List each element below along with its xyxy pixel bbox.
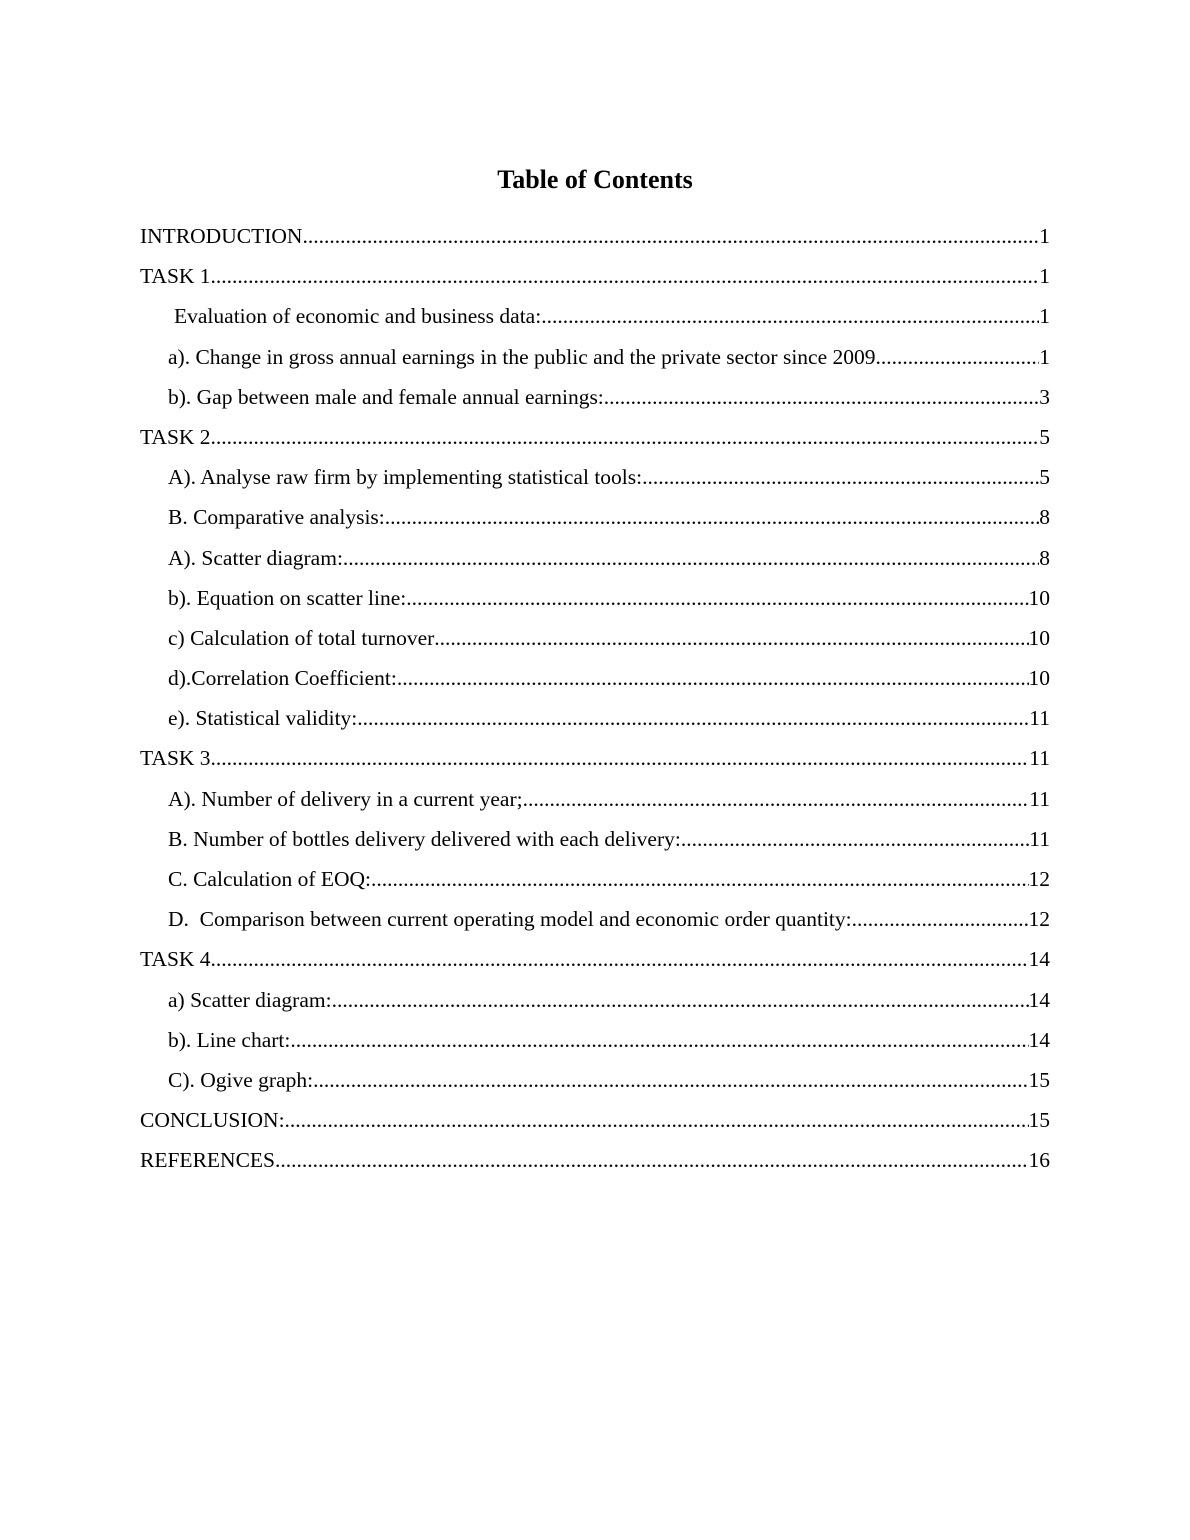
toc-dot-leader [541, 296, 1039, 336]
table-of-contents [140, 216, 1050, 1181]
toc-entry-bottles-delivered[interactable] [140, 819, 1050, 859]
toc-entry-label: A). Number of delivery in a current year; [168, 786, 523, 811]
toc-entry-label: A). Scatter diagram: [168, 545, 343, 570]
toc-dot-leader [397, 658, 1029, 698]
page-title: Table of Contents [497, 165, 693, 194]
toc-dot-leader [434, 618, 1028, 658]
toc-dot-leader [290, 1020, 1028, 1060]
toc-entry-label: REFERENCES [140, 1148, 275, 1173]
toc-page-number: 14 [1028, 947, 1050, 972]
toc-entry-earnings-gap[interactable] [140, 377, 1050, 417]
toc-entry-scatter-diagram[interactable] [140, 538, 1050, 578]
toc-entry-eoq-calculation[interactable] [140, 859, 1050, 899]
toc-dot-leader [285, 1100, 1029, 1140]
toc-entry-label: B. Comparative analysis: [168, 505, 385, 530]
toc-page-number: 5 [1039, 424, 1050, 449]
toc-dot-leader [371, 859, 1028, 899]
toc-entry-label: a). Change in gross annual earnings in the public and the private sector since 2009 [168, 344, 876, 369]
toc-entry-total-turnover[interactable] [140, 618, 1050, 658]
toc-page-number: 8 [1039, 505, 1050, 530]
toc-entry-task-3[interactable] [140, 738, 1050, 778]
toc-entry-label: b). Gap between male and female annual earnings: [168, 384, 604, 409]
toc-page-number: 12 [1028, 867, 1050, 891]
toc-entry-statistical-validity[interactable] [140, 698, 1050, 738]
toc-entry-label: b). Line chart: [168, 1027, 291, 1052]
toc-page-number: 11 [1029, 786, 1050, 811]
toc-dot-leader [211, 417, 1040, 457]
toc-entry-gross-earnings[interactable] [140, 337, 1050, 377]
toc-entry-label: a) Scatter diagram: [168, 987, 332, 1012]
toc-dot-leader [343, 538, 1039, 578]
toc-entry-task-4[interactable] [140, 939, 1050, 979]
toc-entry-label: c) Calculation of total turnover [168, 625, 435, 650]
toc-entry-label: CONCLUSION: [140, 1108, 285, 1133]
toc-page-number: 1 [1039, 344, 1050, 369]
toc-entry-label: TASK 4 [140, 947, 211, 972]
toc-entry-label: C). Ogive graph: [168, 1067, 314, 1092]
toc-page-number: 3 [1039, 384, 1050, 409]
toc-entry-label: INTRODUCTION [140, 224, 303, 248]
toc-entry-label: A). Analyse raw firm by implementing statistical tools: [168, 465, 643, 490]
toc-entry-label: C. Calculation of EOQ: [168, 867, 372, 891]
toc-page-number: 5 [1039, 465, 1050, 490]
toc-dot-leader [604, 377, 1039, 417]
toc-entry-label: Evaluation of economic and business data: [174, 304, 542, 329]
toc-dot-leader [313, 1060, 1028, 1100]
toc-entry-model-comparison[interactable] [140, 899, 1050, 939]
toc-page-number: 8 [1039, 545, 1050, 570]
toc-entry-ogive-graph[interactable] [140, 1060, 1050, 1100]
toc-page-number: 11 [1029, 706, 1050, 731]
toc-entry-label: b). Equation on scatter line: [168, 585, 407, 610]
toc-entry-label: TASK 3 [140, 746, 211, 771]
toc-entry-task4-scatter[interactable] [140, 980, 1050, 1020]
toc-page-number: 15 [1028, 1108, 1050, 1133]
toc-page-number: 14 [1028, 987, 1050, 1012]
toc-entry-raw-firm[interactable] [140, 457, 1050, 497]
toc-dot-leader [523, 779, 1030, 819]
toc-page-number: 11 [1029, 746, 1050, 771]
toc-dot-leader [642, 457, 1039, 497]
toc-page-number: 15 [1028, 1067, 1050, 1092]
toc-page-number: 14 [1028, 1027, 1050, 1052]
toc-page-number: 1 [1039, 264, 1050, 289]
toc-entry-label: d).Correlation Coefficient: [168, 666, 397, 691]
toc-dot-leader [681, 819, 1029, 859]
toc-page-number: 1 [1039, 304, 1050, 329]
toc-page-number: 1 [1039, 224, 1050, 248]
toc-entry-label: TASK 1 [140, 264, 211, 289]
toc-page-number: 12 [1028, 907, 1050, 932]
toc-entry-references[interactable] [140, 1140, 1050, 1180]
toc-entry-task-2[interactable] [140, 417, 1050, 457]
toc-dot-leader [357, 698, 1029, 738]
toc-dot-leader [332, 980, 1029, 1020]
toc-entry-conclusion[interactable] [140, 1100, 1050, 1140]
toc-entry-number-of-delivery[interactable] [140, 779, 1050, 819]
toc-dot-leader [211, 738, 1030, 778]
toc-entry-label: B. Number of bottles delivery delivered with each delivery: [168, 826, 681, 851]
toc-entry-scatter-equation[interactable] [140, 578, 1050, 618]
toc-entry-correlation[interactable] [140, 658, 1050, 698]
toc-entry-label: TASK 2 [140, 424, 211, 449]
toc-entry-evaluation[interactable] [140, 296, 1050, 336]
toc-dot-leader [406, 578, 1028, 618]
toc-dot-leader [211, 256, 1040, 296]
toc-entry-introduction[interactable] [140, 216, 1050, 256]
toc-dot-leader [302, 216, 1039, 256]
toc-entry-line-chart[interactable] [140, 1020, 1050, 1060]
toc-dot-leader [852, 899, 1029, 939]
toc-entry-task-1[interactable] [140, 256, 1050, 296]
toc-dot-leader [275, 1140, 1029, 1180]
toc-entry-comparative-analysis[interactable] [140, 497, 1050, 537]
toc-dot-leader [385, 497, 1039, 537]
toc-page-number: 10 [1028, 585, 1050, 610]
toc-page-number: 16 [1028, 1148, 1050, 1173]
toc-entry-label: e). Statistical validity: [168, 706, 358, 731]
toc-entry-label: D. Comparison between current operating model and economic order quantity: [168, 907, 852, 932]
toc-page-number: 11 [1029, 826, 1050, 851]
toc-page-number: 10 [1028, 625, 1050, 650]
toc-dot-leader [211, 939, 1029, 979]
toc-page-number: 10 [1028, 666, 1050, 691]
toc-dot-leader [876, 337, 1040, 377]
